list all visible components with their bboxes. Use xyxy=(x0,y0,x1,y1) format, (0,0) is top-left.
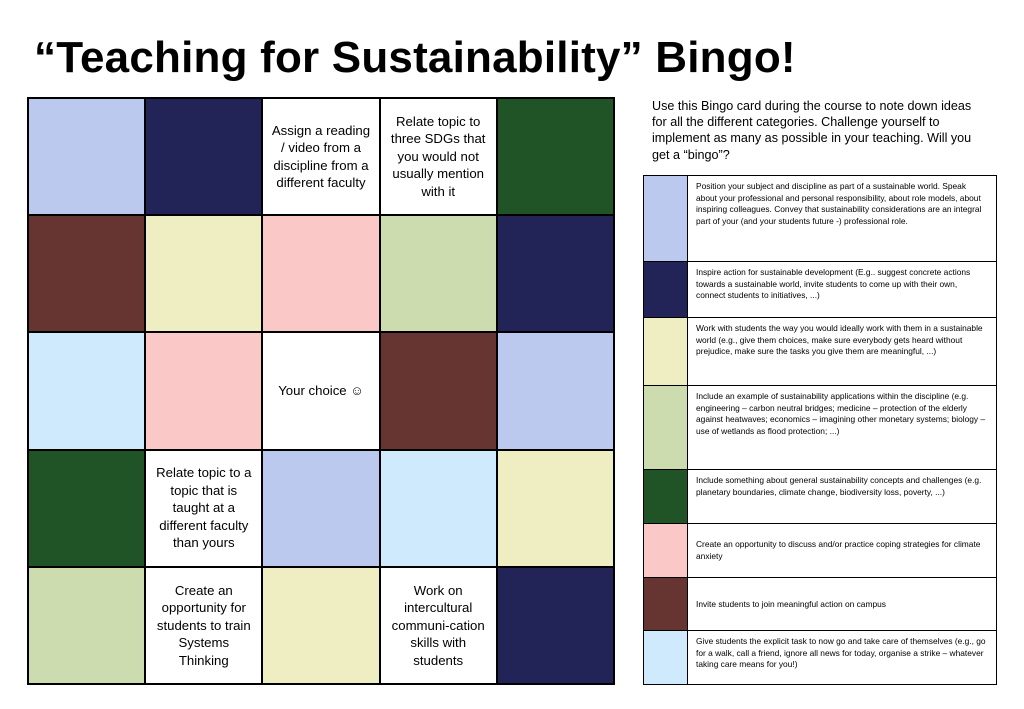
legend-row xyxy=(644,524,996,578)
legend-swatch xyxy=(644,578,688,630)
bingo-cell-text: Relate topic to a topic that is taught at a different faculty than yours xyxy=(156,465,252,551)
category-legend xyxy=(643,175,997,685)
legend-row xyxy=(644,386,996,470)
bingo-cell[interactable] xyxy=(497,98,614,215)
bingo-cell[interactable] xyxy=(145,450,262,567)
bingo-cell[interactable] xyxy=(28,567,145,684)
legend-row xyxy=(644,318,996,386)
bingo-cell[interactable] xyxy=(380,567,497,684)
legend-row xyxy=(644,578,996,631)
bingo-grid xyxy=(27,97,615,685)
bingo-cell[interactable] xyxy=(145,332,262,449)
bingo-cell[interactable] xyxy=(262,215,379,332)
legend-swatch xyxy=(644,318,688,385)
bingo-cell[interactable] xyxy=(145,567,262,684)
bingo-cell[interactable] xyxy=(28,332,145,449)
bingo-cell[interactable] xyxy=(28,215,145,332)
bingo-cell[interactable] xyxy=(28,98,145,215)
bingo-cell[interactable] xyxy=(262,98,379,215)
legend-swatch xyxy=(644,176,688,261)
bingo-cell-text: Relate topic to three SDGs that you would not usually mention with it xyxy=(390,113,486,199)
legend-swatch xyxy=(644,631,688,684)
legend-row xyxy=(644,262,996,318)
instructions-text: Use this Bingo card during the course to note down ideas for all the different categories. Challenge yourself to implement as many as possible in your teaching. Will you get a “bingo”? xyxy=(652,99,972,162)
legend-text: Position your subject and discipline as part of a sustainable world. Speak about your professional and personal responsibility, about role models, about inspiring colleagues. Convey that sustainability considerations are an integral part of your (and your students future -) professional role. xyxy=(696,181,982,226)
bingo-cell[interactable] xyxy=(28,450,145,567)
bingo-cell-text: Your choice ☺ xyxy=(278,383,364,399)
bingo-cell[interactable] xyxy=(380,332,497,449)
bingo-cell-text: Work on intercultural communi-cation skills with students xyxy=(391,582,485,668)
bingo-free-cell[interactable] xyxy=(262,332,379,449)
bingo-cell[interactable] xyxy=(497,567,614,684)
legend-text: Create an opportunity to discuss and/or practice coping strategies for climate anxiety xyxy=(696,539,981,561)
bingo-cell[interactable] xyxy=(380,215,497,332)
page-title: “Teaching for Sustainability” Bingo! xyxy=(34,33,796,82)
bingo-cell[interactable] xyxy=(145,98,262,215)
legend-text: Include something about general sustainability concepts and challenges (e.g. planetary boundaries, climate change, biodiversity loss, poverty, ...) xyxy=(696,475,982,497)
bingo-cell[interactable] xyxy=(497,215,614,332)
legend-swatch xyxy=(644,262,688,317)
legend-text: Include an example of sustainability applications within the discipline (e.g. engineering – carbon neutral bridges; medicine – protection of the elderly against heatwaves; economics – imagining other monetary systems; biology – use of wetlands as flood protection; ...) xyxy=(696,391,986,436)
bingo-cell-text: Assign a reading / video from a discipline from a different faculty xyxy=(271,122,371,191)
legend-swatch xyxy=(644,470,688,523)
legend-row xyxy=(644,470,996,524)
legend-row xyxy=(644,176,996,262)
legend-row xyxy=(644,631,996,684)
bingo-cell[interactable] xyxy=(262,567,379,684)
legend-swatch xyxy=(644,386,688,469)
bingo-cell-text: Create an opportunity for students to train Systems Thinking xyxy=(156,582,251,668)
bingo-cell[interactable] xyxy=(497,450,614,567)
bingo-cell[interactable] xyxy=(380,98,497,215)
legend-text: Work with students the way you would ideally work with them in a sustainable world (e.g., give them choices, make sure everybody gets heard without prejudice, make sure the tasks you give them are meaningful, ...) xyxy=(696,323,983,357)
legend-swatch xyxy=(644,524,688,577)
bingo-cell[interactable] xyxy=(497,332,614,449)
bingo-cell[interactable] xyxy=(380,450,497,567)
bingo-cell[interactable] xyxy=(262,450,379,567)
legend-text: Give students the explicit task to now go and take care of themselves (e.g., go for a walk, call a friend, ignore all news for today, organise a strike – whatever taking care means for you!) xyxy=(696,636,986,670)
legend-text: Inspire action for sustainable development (E.g.. suggest concrete actions towards a sustainable world, invite students to come up with their own, connect students to initiatives, ...) xyxy=(696,267,971,301)
bingo-cell[interactable] xyxy=(145,215,262,332)
legend-text: Invite students to join meaningful action on campus xyxy=(696,598,886,609)
